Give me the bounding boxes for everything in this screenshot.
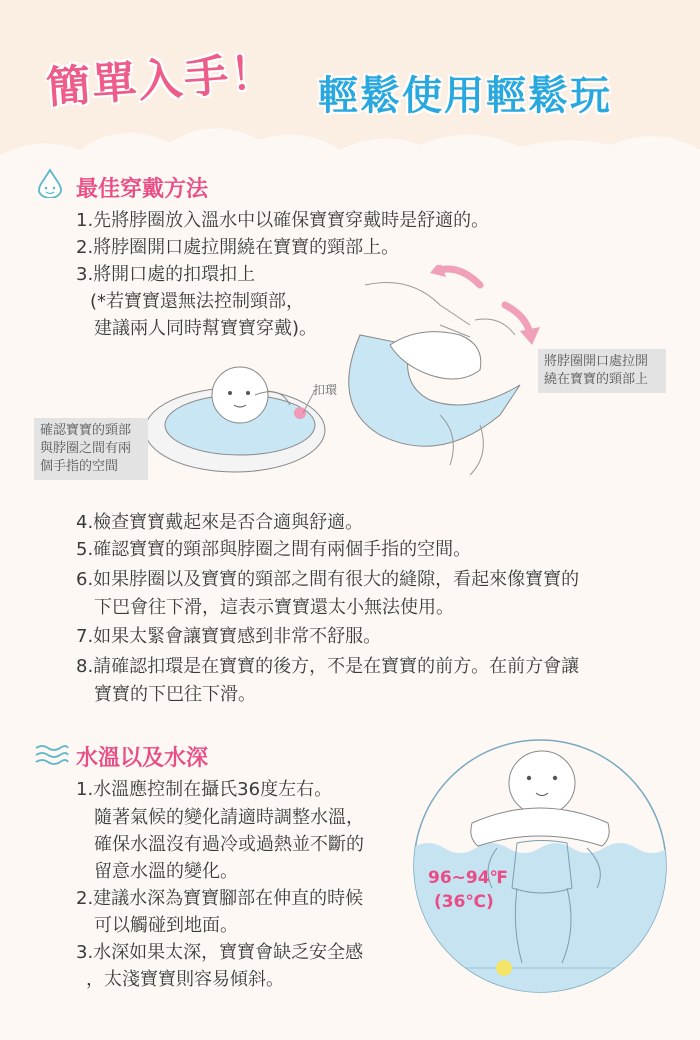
water-temp-line-1: 1.水溫應控制在攝氏36度左右。: [76, 779, 333, 800]
water-waves-icon: [34, 743, 70, 767]
buckle-label: 扣環: [313, 383, 338, 397]
step-2: 2.將脖圈開口處拉開繞在寶寶的頸部上。: [76, 237, 400, 258]
page-title-left: 簡單入手！: [44, 47, 278, 114]
water-temp-line-3: 確保水溫沒有過冷或過熱並不斷的: [94, 834, 364, 855]
water-temp-line-2: 隨著氣候的變化請適時調整水溫，: [94, 807, 364, 828]
step-3-note-a: (*若寶寶還無法控制頸部，: [90, 291, 305, 312]
step-1: 1.先將脖圈放入溫水中以確保寶寶穿戴時是舒適的。: [76, 210, 490, 231]
step-7: 7.如果太緊會讓寶寶感到非常不舒服。: [76, 626, 382, 647]
water-depth-line-4: ，太淺寶寶則容易傾斜。: [86, 969, 284, 990]
step-3-note-b: 建議兩人同時幫寶寶穿戴)。: [94, 318, 318, 339]
water-depth-line-1: 2.建議水深為寶寶腳部在伸直的時候: [76, 888, 364, 909]
step-5: 5.確認寶寶的頸部與脖圈之間有兩個手指的空間。: [76, 539, 472, 560]
section2-title: 水溫以及水深: [76, 746, 209, 771]
water-drop-icon: [36, 168, 64, 198]
note-wrap-ring: 將脖圈開口處拉開繞在寶寶的頸部上: [538, 349, 666, 393]
step-6-cont: 下巴會往下滑，這表示寶寶還太小無法使用。: [94, 597, 454, 618]
neck-ring-illustration: [140, 265, 560, 505]
water-depth-line-2: 可以觸碰到地面。: [94, 915, 238, 936]
temp-celsius: (36℃): [434, 892, 494, 912]
water-depth-line-3: 3.水深如果太深，寶寶會缺乏安全感: [76, 942, 364, 963]
step-3: 3.將開口處的扣環扣上: [76, 264, 256, 285]
baby-in-water-illustration: [412, 738, 668, 994]
page-title-right: 輕鬆使用輕鬆玩: [318, 73, 612, 119]
note-finger-space: 確認寶寶的頸部與脖圈之間有兩個手指的空間: [34, 418, 148, 480]
temp-fahrenheit: 96~94℉: [428, 868, 509, 888]
water-temp-line-4: 留意水溫的變化。: [94, 861, 238, 882]
step-6: 6.如果脖圈以及寶寶的頸部之間有很大的縫隙，看起來像寶寶的: [76, 569, 580, 590]
step-8: 8.請確認扣環是在寶寶的後方，不是在寶寶的前方。在前方會讓: [76, 656, 580, 677]
step-8-cont: 寶寶的下巴往下滑。: [94, 684, 256, 705]
step-4: 4.檢查寶寶戴起來是否合適與舒適。: [76, 512, 364, 533]
section1-title: 最佳穿戴方法: [76, 177, 209, 202]
